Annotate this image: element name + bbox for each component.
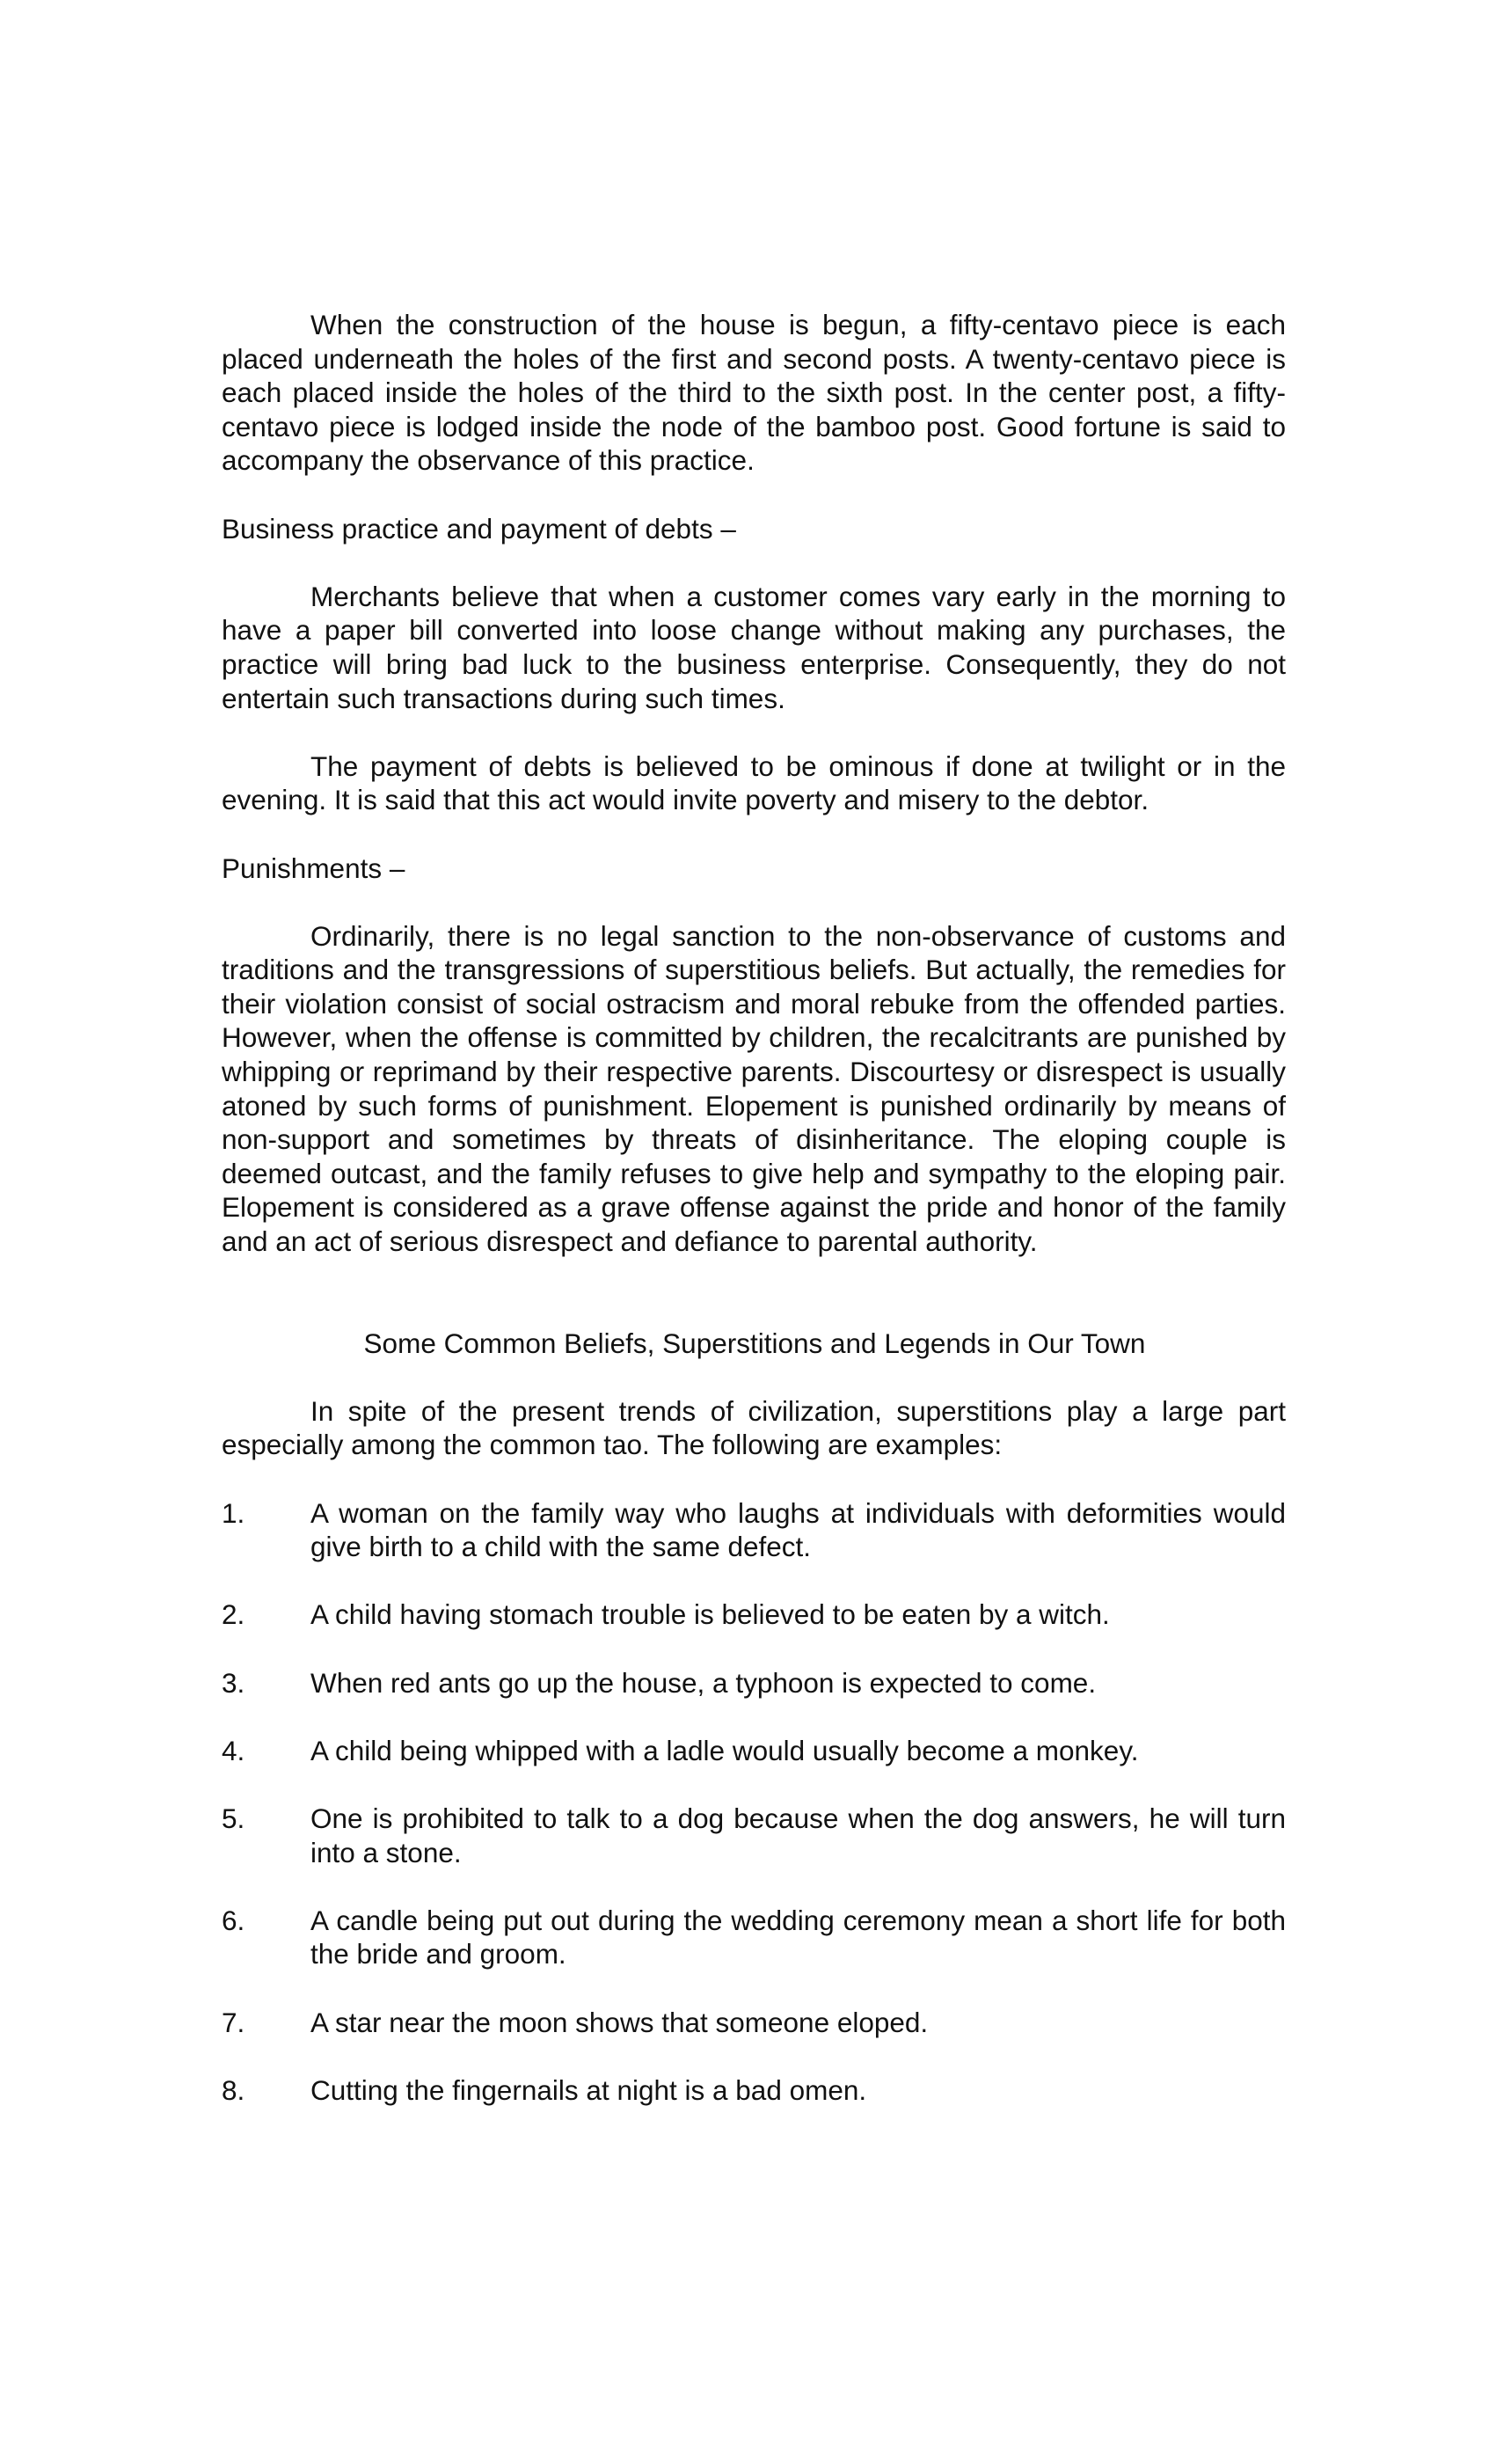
list-item (222, 1496, 1286, 1564)
list-item-number: 8. (222, 2073, 245, 2106)
heading-business-practice: Business practice and payment of debts – (222, 512, 736, 545)
list-item-number: 4. (222, 1734, 245, 1766)
list-item-text: A candle being put out during the wedding ceremony mean a short life for both the bride and groom. (310, 1904, 1286, 1970)
list-item-text: When red ants go up the house, a typhoon is expected to come. (310, 1666, 1097, 1699)
list-item-text: Cutting the fingernails at night is a bad omen. (310, 2073, 867, 2106)
paragraph-payment-of-debts: The payment of debts is believed to be ominous if done at twilight or in the evening. It is said that this act would invite poverty and misery to the debtor. (222, 749, 1286, 816)
list-item-number: 6. (222, 1904, 245, 1936)
document-body (222, 308, 1286, 2107)
list-item (222, 1904, 1286, 1971)
list-item (222, 1734, 1286, 1768)
list-item-number: 3. (222, 1666, 245, 1699)
list-item-text: A child being whipped with a ladle would usually become a monkey. (310, 1734, 1139, 1766)
list-item (222, 1802, 1286, 1869)
paragraph-punishments: Ordinarily, there is no legal sanction to the non-observance of customs and traditions and the transgressions of superstitious beliefs. But actually, the remedies for their violation consist of social ostracism and moral rebuke from the offended parties. However, when the offense is committed by children, the recalcitrants are punished by whipping or reprimand by their respective parents. Discourtesy or disrespect is usually atoned by such forms of punishment. Elopement is punished ordinarily by means of non-support and sometimes by threats of disinheritance. The eloping couple is deemed outcast, and the family refuses to give help and sympathy to the eloping pair. Elopement is considered as a grave offense against the pride and honor of the family and an act of serious disrespect and defiance to parental authority. (222, 919, 1286, 1258)
section-title: Some Common Beliefs, Superstitions and Legends in Our Town (363, 1327, 1146, 1359)
list-item-number: 1. (222, 1496, 245, 1529)
beliefs-list (222, 1496, 1286, 2108)
list-item-text: A star near the moon shows that someone eloped. (310, 2006, 929, 2038)
list-item (222, 1666, 1286, 1700)
heading-punishments: Punishments – (222, 852, 405, 884)
list-item (222, 1598, 1286, 1632)
list-item (222, 2073, 1286, 2108)
paragraph-merchants: Merchants believe that when a customer comes vary early in the morning to have a paper bill converted into loose change without making any purchases, the practice will bring bad luck to the business enterprise. Consequently, they do not entertain such transactions during such times. (222, 580, 1286, 714)
list-item-number: 2. (222, 1598, 245, 1631)
list-item-text: A child having stomach trouble is believed to be eaten by a witch. (310, 1598, 1110, 1631)
list-item-number: 7. (222, 2006, 245, 2038)
paragraph-house-construction: When the construction of the house is begun, a fifty-centavo piece is each placed underneath the holes of the first and second posts. A twenty-centavo piece is each placed inside the holes of the third to the sixth post. In the center post, a fifty-centavo piece is lodged inside the node of the bamboo post. Good fortune is said to accompany the observance of this practice. (222, 309, 1286, 477)
paragraph-superstitions-intro: In spite of the present trends of civilization, superstitions play a large part especially among the common tao. The following are examples: (222, 1394, 1286, 1461)
list-item (222, 2006, 1286, 2040)
list-item-text: A woman on the family way who laughs at individuals with deformities would give birth to a child with the same defect. (310, 1496, 1286, 1563)
list-item-number: 5. (222, 1802, 245, 1834)
list-item-text: One is prohibited to talk to a dog because when the dog answers, he will turn into a stone. (310, 1802, 1286, 1868)
